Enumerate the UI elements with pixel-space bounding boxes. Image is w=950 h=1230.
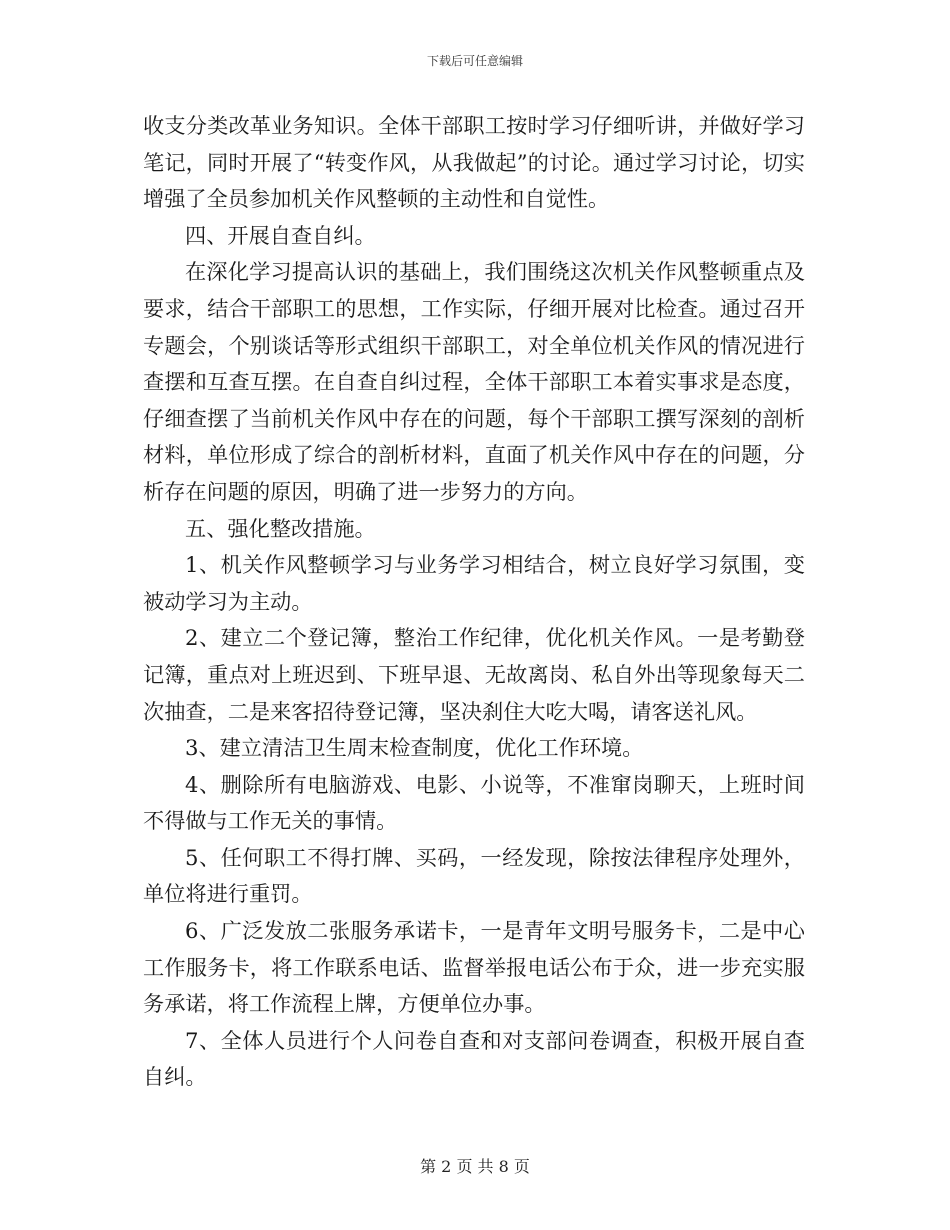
- page-header: 下载后可任意编辑: [426, 54, 523, 68]
- list-item-2: 2、建立二个登记簿，整治工作纪律，优化机关作风。一是考勤登记簿，重点对上班迟到、下班早退、无故离岗、私自外出等现象每天二次抽查，二是来客招待登记簿，坚决刹住大吃大喝，请客送礼风。: [143, 625, 805, 724]
- section-heading-5: 五、强化整改措施。: [185, 515, 376, 541]
- list-item-5: 5、任何职工不得打牌、买码，一经发现，除按法律程序处理外，单位将进行重罚。: [143, 844, 805, 907]
- paragraph-2: 在深化学习提高认识的基础上，我们围绕这次机关作风整顿重点及要求，结合干部职工的思想，工作实际，仔细开展对比检查。通过召开专题会，个别谈话等形式组织干部职工，对全单位机关作风的情况进行查摆和互查互摆。在自查自纠过程，全体干部职工本着实事求是态度，仔细查摆了当前机关作风中存在的问题，每个干部职工撰写深刻的剖析材料，单位形成了综合的剖析材料，直面了机关作风中存在的问题，分析存在问题的原因，明确了进一步努力的方向。: [143, 259, 805, 504]
- list-item-1: 1、机关作风整顿学习与业务学习相结合，树立良好学习氛围，变被动学习为主动。: [143, 552, 805, 614]
- list-item-7: 7、全体人员进行个人问卷自查和对支部问卷调查，积极开展自查自纠。: [143, 1027, 805, 1090]
- paragraph-1: 收支分类改革业务知识。全体干部职工按时学习仔细听讲，并做好学习笔记，同时开展了“转变作风，从我做起”的讨论。通过学习讨论，切实增强了全员参加机关作风整顿的主动性和自觉性。: [143, 113, 805, 212]
- list-item-3: 3、建立清洁卫生周末检查制度，优化工作环境。: [185, 735, 644, 761]
- document-body: [143, 108, 805, 1096]
- list-item-6: 6、广泛发放二张服务承诺卡，一是青年文明号服务卡，二是中心工作服务卡，将工作联系电话、监督举报电话公布于众，进一步充实服务承诺，将工作流程上牌，方便单位办事。: [143, 918, 805, 1017]
- section-heading-4: 四、开展自查自纠。: [185, 222, 376, 248]
- list-item-4: 4、删除所有电脑游戏、电影、小说等，不准窜岗聊天，上班时间不得做与工作无关的事情。: [143, 771, 805, 834]
- page-footer: 第 2 页 共 8 页: [420, 1157, 530, 1176]
